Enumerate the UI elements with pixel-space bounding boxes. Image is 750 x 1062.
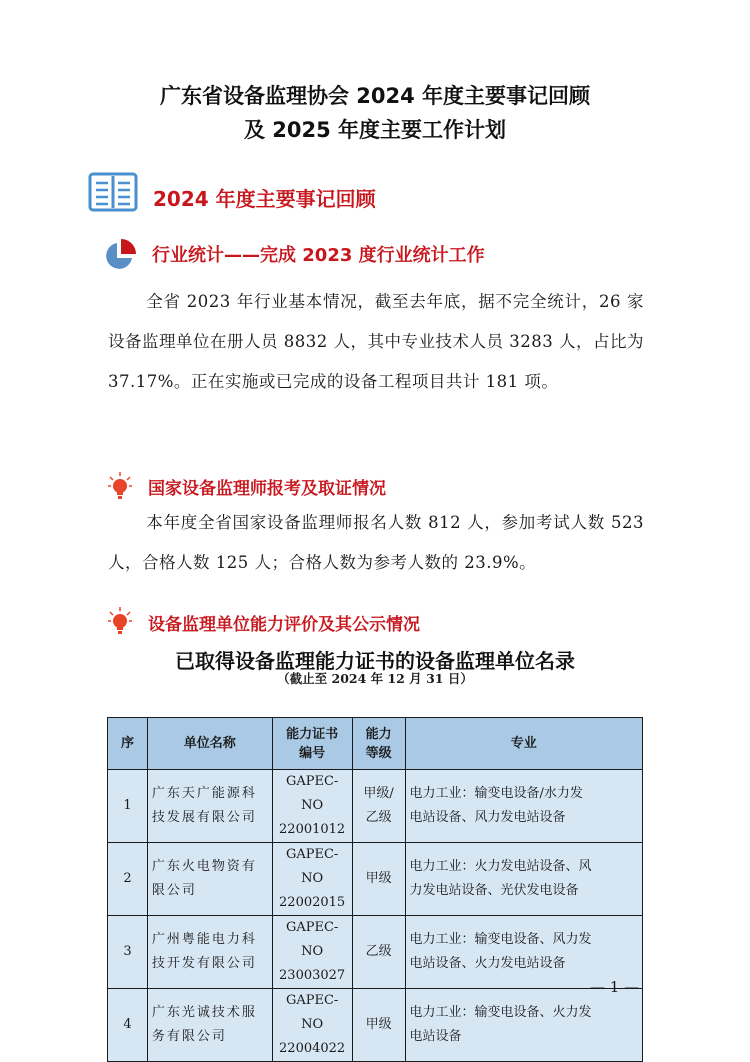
industry-stats-paragraph: 全省 2023 年行业基本情况，截至去年底，据不完全统计，26 家设备监理单位在册人员 8832 人，其中专业技术人员 3283 人，占比为 37.17%。正在实施或已完成的设备工程项目共计 181 项。 — [108, 292, 644, 391]
header-grade: 能力 等级 — [352, 718, 405, 770]
cell-specialty: 电力工业：火力发电站设备、风 力发电站设备、光伏发电设备 — [405, 843, 642, 916]
page-number: — 1 — — [590, 978, 640, 996]
book-icon — [88, 172, 138, 212]
cell-unit-name: 广东天广能源科 技发展有限公司 — [147, 770, 272, 843]
cell-seq: 2 — [108, 843, 148, 916]
cell-seq: 3 — [108, 916, 148, 989]
table-row — [108, 989, 643, 1062]
section-heading-2024-review: 2024 年度主要事记回顾 — [153, 187, 376, 211]
cell-seq: 1 — [108, 770, 148, 843]
cell-unit-name: 广东光诚技术服 务有限公司 — [147, 989, 272, 1062]
cell-grade: 甲级 — [352, 989, 405, 1062]
cell-specialty: 电力工业：输变电设备、火力发 电站设备 — [405, 989, 642, 1062]
cell-specialty: 电力工业：输变电设备、风力发 电站设备、火力发电站设备 — [405, 916, 642, 989]
cell-grade: 甲级 — [352, 843, 405, 916]
document-title-line-2: 及 2025 年度主要工作计划 — [243, 118, 507, 142]
unit-directory-table — [107, 717, 643, 1062]
cell-grade: 乙级 — [352, 916, 405, 989]
cell-cert-number: GAPEC-NO 22002015 — [272, 843, 352, 916]
pie-chart-icon — [102, 237, 138, 273]
cell-grade: 甲级/ 乙级 — [352, 770, 405, 843]
list-title: 已取得设备监理能力证书的设备监理单位名录 — [175, 649, 575, 673]
table-row — [108, 843, 643, 916]
section-heading-exam: 国家设备监理师报考及取证情况 — [148, 479, 386, 499]
table-header-row — [108, 718, 643, 770]
section-heading-evaluation: 设备监理单位能力评价及其公示情况 — [148, 615, 420, 635]
header-unit-name: 单位名称 — [147, 718, 272, 770]
cell-seq: 4 — [108, 989, 148, 1062]
cell-cert-number: GAPEC-NO 22001012 — [272, 770, 352, 843]
list-subtitle: （截止至 2024 年 12 月 31 日） — [277, 671, 473, 686]
cell-unit-name: 广州粤能电力科 技开发有限公司 — [147, 916, 272, 989]
cell-specialty: 电力工业：输变电设备/水力发 电站设备、风力发电站设备 — [405, 770, 642, 843]
table-row — [108, 770, 643, 843]
cell-cert-number: GAPEC-NO 22004022 — [272, 989, 352, 1062]
header-cert-number: 能力证书 编号 — [272, 718, 352, 770]
exam-paragraph: 本年度全省国家设备监理师报名人数 812 人，参加考试人数 523 人，合格人数 125 人；合格人数为参考人数的 23.9%。 — [108, 513, 644, 572]
cell-cert-number: GAPEC-NO 23003027 — [272, 916, 352, 989]
document-title-line-1: 广东省设备监理协会 2024 年度主要事记回顾 — [159, 84, 591, 108]
header-seq: 序 — [108, 718, 148, 770]
lightbulb-icon — [108, 607, 132, 635]
cell-unit-name: 广东火电物资有 限公司 — [147, 843, 272, 916]
lightbulb-icon — [108, 472, 132, 500]
table-row — [108, 916, 643, 989]
section-heading-industry-stats: 行业统计——完成 2023 度行业统计工作 — [152, 245, 485, 266]
header-specialty: 专业 — [405, 718, 642, 770]
